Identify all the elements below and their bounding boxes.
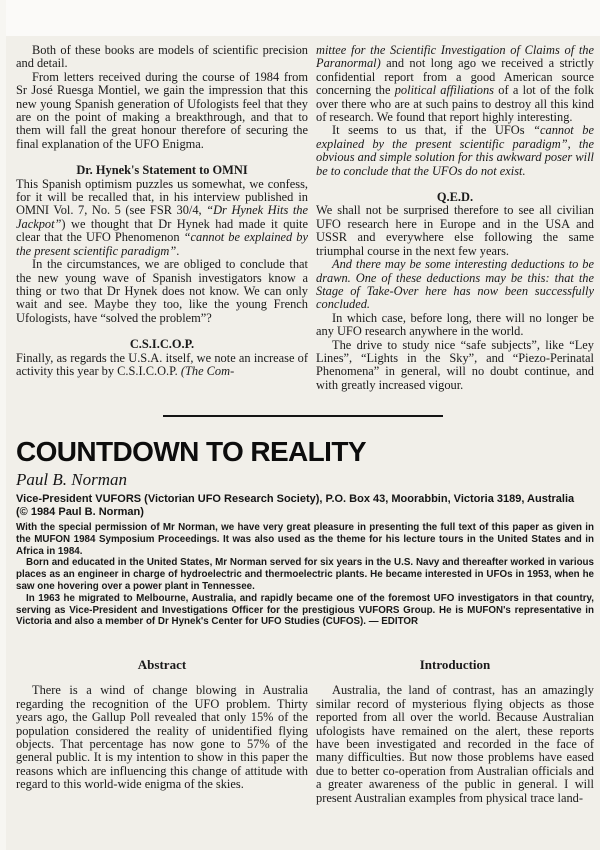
article-title: COUNTDOWN TO REALITY	[16, 436, 366, 467]
editor-note	[16, 522, 594, 628]
paragraph: Born and educated in the United States, Mr Norman served for six years in the U.S. Navy and thereafter worked in various places as an engineer in charge of hydroelectric and thermoelectric plants. He became interested in UFOs in 1953, when he saw one hovering over a power plant in Tennessee.	[16, 557, 594, 592]
paragraph: mittee for the Scientific Investigation of Claims of the Paranormal) and not long ago we received a strictly confidential report from a good American source concerning the political affiliations of a lot of the folk over there who are at such pains to destroy all this kind of research. We found that report highly interesting.	[316, 43, 594, 125]
abstract-column	[16, 658, 308, 805]
paragraph: Finally, as regards the U.S.A. itself, we note an increase of activity this year by C.S.I.C.O.P. (The Com-	[16, 350, 308, 378]
paragraph: It seems to us that, if the UFOs “cannot be explained by the present scientific paradigm”, the obvious and simple solution for this awkward poser will be to conclude that the UFOs do not exist.	[316, 123, 594, 178]
article-copyright: (© 1984 Paul B. Norman)	[16, 506, 144, 518]
paragraph: In which case, before long, there will no longer be any UFO research anywhere in the world.	[316, 310, 594, 339]
paragraph: In the circumstances, we are obliged to conclude that the new young wave of Spanish investigators know a thing or two that Dr Hynek does not know. We can only wait and see. Maybe they too, like the young French Ufologists, have “solved the problem”?	[16, 257, 308, 325]
paragraph: In 1963 he migrated to Melbourne, Australia, and rapidly became one of the foremost UFO investigators in that country, serving as Vice-President and Investigations Officer for the prestigious VUFORS Group. He is MUFON's representative in Victoria and also a member of Dr Hynek's Center for UFO Studies (CUFOS). — EDITOR	[16, 592, 594, 628]
column-heading: C.S.I.C.O.P.	[129, 337, 195, 352]
editorial-right-column	[316, 44, 594, 392]
section-divider-rule	[163, 415, 443, 417]
column-heading: Introduction	[419, 657, 491, 672]
article-author: Paul B. Norman	[16, 470, 127, 489]
paragraph: There is a wind of change blowing in Australia regarding the recognition of the UFO problem. Thirty years ago, the Gallup Poll revealed that only 15% of the population considered the reality of unidentified flying objects. That percentage has now gone to 57% of the general public. It is my intention to show in this paper the reasons which are influencing this change of attitude with regard to this world-wide enigma of the skies.	[16, 683, 308, 792]
article-body-section	[16, 658, 594, 805]
paragraph: Both of these books are models of scientific precision and detail.	[16, 43, 308, 71]
paragraph: And there may be some interesting deductions to be drawn. One of these deductions may be this: that the Stage of Take-Over here has now been successfully concluded.	[316, 257, 594, 312]
paragraph: Australia, the land of contrast, has an amazingly similar record of mysterious flying objects as those reported from all over the world. Because Australian ufologists have remained on the alert, these reports have been investigated and recorded in the face of many difficulties. But now those problems have eased due to better co-operation from Australian officials and a greater awareness of the public in general. I will present Australian examples from physical trace land-	[316, 683, 594, 805]
paragraph: We shall not be surprised therefore to see all civilian UFO research here in Europe and in the USA and USSR and everywhere else following the same triumphal course in the next few years.	[316, 203, 594, 258]
column-heading: Q.E.D.	[436, 190, 474, 205]
article-affiliation: Vice-President VUFORS (Victorian UFO Research Society), P.O. Box 43, Moorabbin, Victoria 3189, Australia	[16, 493, 575, 505]
column-heading: Dr. Hynek's Statement to OMNI	[76, 163, 248, 178]
column-heading: Abstract	[137, 657, 187, 672]
paragraph: The drive to study nice “safe subjects”, like “Ley Lines”, “Lights in the Sky”, and “Piezo-Perinatal Phenomena” in general, will no doubt continue, and with greatly increased vigour.	[316, 337, 594, 392]
article-header	[16, 437, 594, 628]
editorial-text-section	[16, 44, 594, 392]
paragraph: This Spanish optimism puzzles us somewhat, we confess, for it will be recalled that, in his interview published in OMNI Vol. 7, No. 5 (see FSR 30/4, “Dr Hynek Hits the Jackpot”) we thought that Dr Hynek had made it quite clear that the UFO Phenomenon “cannot be explained by the present scientific paradigm”.	[16, 176, 308, 258]
paragraph: From letters received during the course of 1984 from Sr José Ruesga Montiel, we gain the impression that this new young Spanish generation of Ufologists feel that they are on the point of making a breakthrough, and that to them will fall the great honour therefore of securing the final explanation of the UFO Enigma.	[16, 69, 308, 151]
paragraph: With the special permission of Mr Norman, we have very great pleasure in presenting the full text of this paper as given in the MUFON 1984 Symposium Proceedings. It was also used as the theme for his lecture tours in the United States and in Africa in 1984.	[16, 522, 594, 557]
introduction-column	[316, 658, 594, 805]
editorial-left-column	[16, 44, 308, 392]
scan-edge-left	[0, 0, 6, 850]
scan-edge-top	[0, 0, 600, 36]
